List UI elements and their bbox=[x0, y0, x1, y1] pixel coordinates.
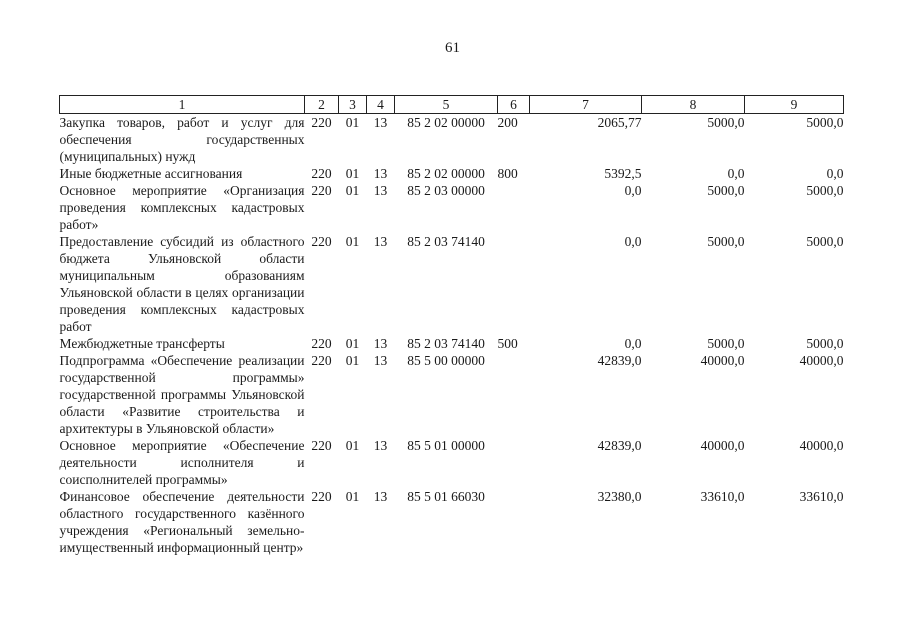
row-amount-col8: 5000,0 bbox=[707, 234, 745, 249]
row-amount-col7: 0,0 bbox=[624, 183, 642, 198]
row-subsection: 13 bbox=[373, 336, 388, 351]
row-amount-col8: 5000,0 bbox=[707, 183, 745, 198]
header-col-5: 5 bbox=[395, 96, 498, 114]
row-expense-type bbox=[498, 488, 530, 556]
row-amount-col7: 42839,0 bbox=[597, 353, 642, 368]
table-row bbox=[60, 165, 844, 182]
row-amount-col7: 2065,77 bbox=[597, 115, 642, 130]
row-subsection: 13 bbox=[373, 353, 388, 368]
row-subsection: 13 bbox=[373, 115, 388, 130]
row-amount-col9: 5000,0 bbox=[806, 336, 844, 351]
row-amount-col8: 5000,0 bbox=[707, 336, 745, 351]
row-subsection: 13 bbox=[373, 438, 388, 453]
header-col-2: 2 bbox=[305, 96, 339, 114]
row-name: Предоставление субсидий из областного бюджета Ульяновской области муниципальным образованиям Ульяновской области в целях организации проведения комплексных кадастровых работ bbox=[59, 234, 305, 334]
table-row bbox=[60, 488, 844, 556]
budget-table bbox=[59, 95, 844, 556]
row-amount-col8: 0,0 bbox=[727, 166, 745, 181]
header-col-3: 3 bbox=[339, 96, 367, 114]
row-name: Финансовое обеспечение деятельности областного государственного казённого учреждения «Региональный земельно-имущественный информационный центр» bbox=[59, 489, 305, 555]
row-target-article: 85 2 02 00000 bbox=[407, 115, 485, 130]
row-target-article: 85 2 03 74140 bbox=[407, 234, 485, 249]
row-amount-col9: 0,0 bbox=[826, 166, 844, 181]
row-ministry-code: 220 bbox=[311, 438, 332, 453]
row-amount-col8: 40000,0 bbox=[700, 353, 745, 368]
row-section: 01 bbox=[345, 166, 360, 181]
row-subsection: 13 bbox=[373, 489, 388, 504]
row-name: Межбюджетные трансферты bbox=[59, 336, 225, 351]
row-expense-type: 500 bbox=[497, 336, 518, 351]
row-amount-col8: 40000,0 bbox=[700, 438, 745, 453]
header-col-6: 6 bbox=[498, 96, 530, 114]
row-expense-type bbox=[498, 233, 530, 335]
header-row bbox=[60, 96, 844, 114]
row-target-article: 85 5 01 66030 bbox=[407, 489, 485, 504]
table-row bbox=[60, 437, 844, 488]
row-section: 01 bbox=[345, 234, 360, 249]
row-ministry-code: 220 bbox=[311, 336, 332, 351]
table-row bbox=[60, 335, 844, 352]
header-col-4: 4 bbox=[367, 96, 395, 114]
row-amount-col9: 5000,0 bbox=[806, 183, 844, 198]
row-amount-col8: 5000,0 bbox=[707, 115, 745, 130]
row-amount-col7: 42839,0 bbox=[597, 438, 642, 453]
row-amount-col8: 33610,0 bbox=[700, 489, 745, 504]
table-row bbox=[60, 233, 844, 335]
row-amount-col7: 32380,0 bbox=[597, 489, 642, 504]
row-subsection: 13 bbox=[373, 183, 388, 198]
table-row bbox=[60, 114, 844, 166]
header-col-7: 7 bbox=[530, 96, 642, 114]
table-row bbox=[60, 352, 844, 437]
row-target-article: 85 5 01 00000 bbox=[407, 438, 485, 453]
row-section: 01 bbox=[345, 438, 360, 453]
row-expense-type bbox=[498, 437, 530, 488]
row-amount-col7: 0,0 bbox=[624, 336, 642, 351]
row-expense-type: 800 bbox=[497, 166, 518, 181]
row-name: Основное мероприятие «Обеспечение деятельности исполнителя и соисполнителей программы» bbox=[59, 438, 305, 487]
row-target-article: 85 2 03 00000 bbox=[407, 183, 485, 198]
row-target-article: 85 2 03 74140 bbox=[407, 336, 485, 351]
table-header bbox=[60, 96, 844, 114]
row-target-article: 85 5 00 00000 bbox=[407, 353, 485, 368]
row-expense-type bbox=[498, 182, 530, 233]
row-section: 01 bbox=[345, 489, 360, 504]
table-body bbox=[60, 114, 844, 557]
row-name: Закупка товаров, работ и услуг для обеспечения государственных (муниципальных) нужд bbox=[59, 115, 305, 164]
row-amount-col9: 5000,0 bbox=[806, 234, 844, 249]
row-section: 01 bbox=[345, 115, 360, 130]
row-amount-col9: 40000,0 bbox=[799, 438, 844, 453]
row-ministry-code: 220 bbox=[311, 489, 332, 504]
row-ministry-code: 220 bbox=[311, 166, 332, 181]
row-target-article: 85 2 02 00000 bbox=[407, 166, 485, 181]
page-number: 61 bbox=[445, 40, 460, 56]
row-section: 01 bbox=[345, 353, 360, 368]
row-ministry-code: 220 bbox=[311, 183, 332, 198]
row-section: 01 bbox=[345, 336, 360, 351]
row-amount-col9: 5000,0 bbox=[806, 115, 844, 130]
header-col-1: 1 bbox=[60, 96, 305, 114]
row-expense-type: 200 bbox=[497, 115, 518, 130]
row-amount-col7: 0,0 bbox=[624, 234, 642, 249]
row-name: Подпрограмма «Обеспечение реализации государственной программы» государственной программы Ульяновской области «Развитие строительства и архитектуры в Ульяновской области» bbox=[59, 353, 305, 436]
header-col-8: 8 bbox=[642, 96, 745, 114]
row-subsection: 13 bbox=[373, 166, 388, 181]
row-amount-col9: 33610,0 bbox=[799, 489, 844, 504]
row-section: 01 bbox=[345, 183, 360, 198]
row-ministry-code: 220 bbox=[311, 234, 332, 249]
row-name: Основное мероприятие «Организация проведения комплексных кадастровых работ» bbox=[59, 183, 305, 232]
row-amount-col7: 5392,5 bbox=[604, 166, 642, 181]
row-name: Иные бюджетные ассигнования bbox=[59, 166, 243, 181]
table-row bbox=[60, 182, 844, 233]
row-ministry-code: 220 bbox=[311, 353, 332, 368]
header-col-9: 9 bbox=[745, 96, 844, 114]
row-amount-col9: 40000,0 bbox=[799, 353, 844, 368]
row-subsection: 13 bbox=[373, 234, 388, 249]
row-expense-type bbox=[498, 352, 530, 437]
row-ministry-code: 220 bbox=[311, 115, 332, 130]
